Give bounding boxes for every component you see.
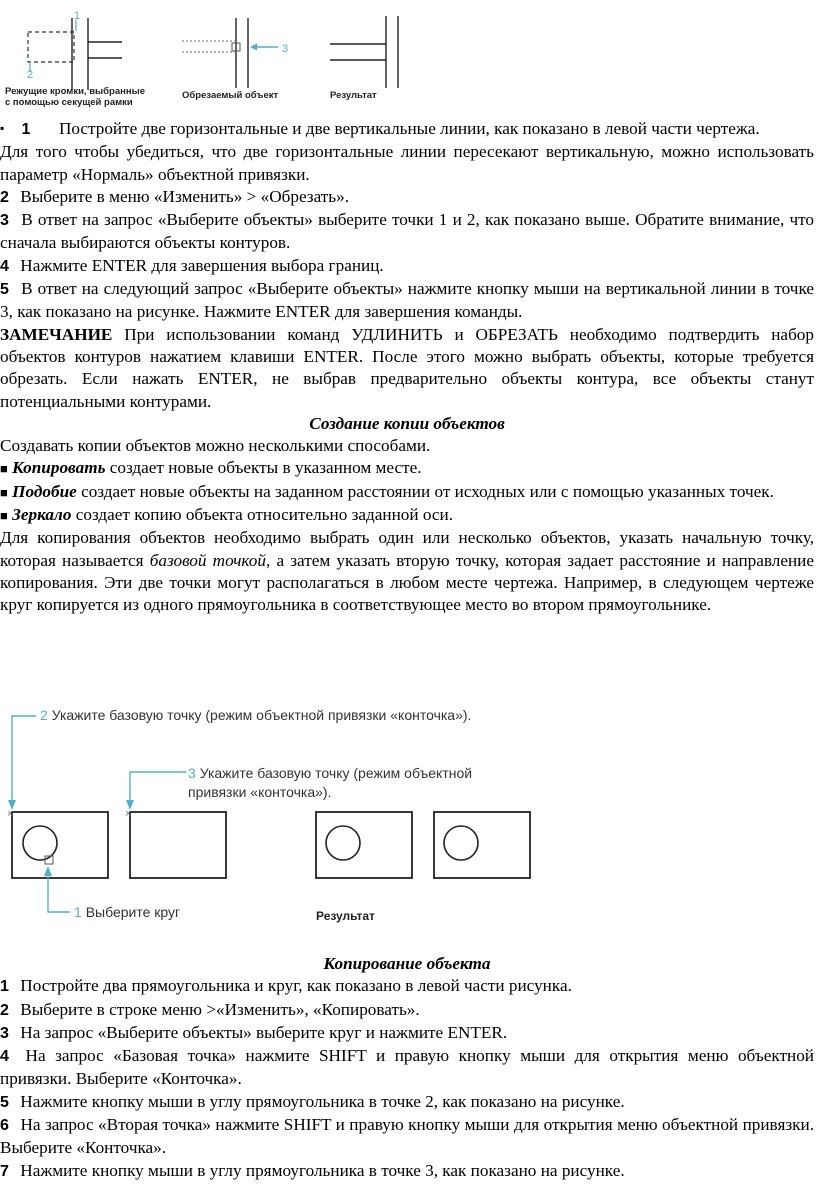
annotation-2 xyxy=(40,707,471,723)
note-paragraph xyxy=(0,324,816,413)
copy-term: Копировать xyxy=(12,458,106,478)
annotation-1-text: Выберите круг xyxy=(85,904,181,920)
result-circle-1 xyxy=(326,826,360,860)
copy-step-2-text: Выберите в строке меню >«Изменить», «Копировать». xyxy=(20,999,420,1019)
step-2-number: 2 xyxy=(0,188,9,206)
step-4-number: 4 xyxy=(0,257,9,275)
annotation-2-number: 2 xyxy=(40,707,48,723)
mirror-term: Зеркало xyxy=(12,505,72,525)
annotation-1 xyxy=(74,904,180,920)
result-label: Результат xyxy=(316,909,375,923)
caption-trimmed-object: Обрезаемый объект xyxy=(182,90,279,101)
step-3-number: 3 xyxy=(0,212,9,230)
trim-figure xyxy=(0,0,420,112)
result-circle-2 xyxy=(444,826,478,860)
trim-instructions xyxy=(0,117,816,617)
step-3-text: В ответ на запрос «Выберите объекты» выберите точки 1 и 2, как показано выше. Обратите внимание, что сначала выбираются объекты контуров. xyxy=(0,210,815,253)
copy-desc: создает новые объекты в указанном месте. xyxy=(109,458,422,478)
source-rectangle xyxy=(12,812,108,878)
cutting-edges-drawing xyxy=(27,10,122,90)
step-2 xyxy=(0,186,816,209)
point-1-label: 1 xyxy=(74,10,81,22)
copy-explanation-b: а затем указать вторую точку, которая задает расстояние и направление копирования. Эти две точки могут располагаться в любом месте чертежа. Например, в следующем чертеже круг копируется из одного прямоугольника в соответствующее место во втором прямоугольнике. xyxy=(0,550,815,615)
copy-step-5-number: 5 xyxy=(0,1093,9,1111)
step-4-text: Нажмите ENTER для завершения выбора границ. xyxy=(20,255,384,275)
step-3 xyxy=(0,209,816,255)
copy-item xyxy=(0,457,816,480)
copy-step-1-number: 1 xyxy=(0,978,9,996)
arrow-1-icon xyxy=(44,866,52,876)
step-4 xyxy=(0,255,816,278)
snap-mark-2-icon: × xyxy=(7,808,14,820)
similar-item xyxy=(0,481,816,504)
note-label: ЗАМЕЧАНИЕ xyxy=(0,324,113,344)
bullet-mirror: ■ xyxy=(0,508,8,524)
leader-3 xyxy=(130,772,186,804)
source-circle xyxy=(23,826,57,860)
mirror-desc: создает копию объекта относительно заданной оси. xyxy=(75,505,454,525)
target-rectangle xyxy=(130,812,226,878)
normal-snap-paragraph: Для того чтобы убедиться, что две горизонтальные линии пересекают вертикальную, можно использовать параметр «Нормаль» объектной привязки. xyxy=(0,142,814,184)
bullet-similar: ■ xyxy=(0,484,8,500)
note-text: При использовании команд УДЛИНИТЬ и ОБРЕЗАТЬ необходимо подтвердить набор объектов контуров нажатием клавиши ENTER. После этого можно выбрать объекты, которые требуется обрезать. Если нажать ENTER, не выбрав предварительно объекты контура, все объекты станут потенциальными контурами. xyxy=(0,324,814,411)
copy-step-4-number: 4 xyxy=(0,1048,9,1066)
point-2-label: 2 xyxy=(27,69,34,81)
trimmed-object-drawing xyxy=(182,18,288,88)
copy-step-3-number: 3 xyxy=(0,1024,9,1042)
copy-step-6 xyxy=(0,1114,816,1160)
mirror-item xyxy=(0,504,816,527)
copy-explanation xyxy=(0,527,816,616)
copy-step-7-number: 7 xyxy=(0,1162,9,1180)
copy-step-3-text: На запрос «Выберите объекты» выберите круг и нажмите ENTER. xyxy=(20,1022,508,1042)
caption-result: Результат xyxy=(330,90,377,101)
copy-explanation-a: Для копирования объектов необходимо выбрать один или несколько объектов, указать начальную точку, которая называется xyxy=(0,528,814,570)
bullet-copy: ■ xyxy=(0,461,8,477)
annotation-3-line2: привязки «конточка»). xyxy=(188,784,332,800)
annotation-3-number: 3 xyxy=(188,765,196,781)
snap-mark-3-icon: × xyxy=(125,808,132,820)
step-1-number: 1 xyxy=(21,121,31,138)
leader-2 xyxy=(12,716,36,804)
result-rectangle-2 xyxy=(434,812,530,878)
copy-object-heading: Копирование объекта xyxy=(323,954,491,973)
copy-step-1-text: Постройте два прямоугольника и круг, как показано в левой части рисунка. xyxy=(20,976,572,996)
copy-step-4 xyxy=(0,1045,816,1091)
annotation-3 xyxy=(188,764,472,802)
similar-desc: создает новые объекты на заданном расстоянии от исходных или с помощью указанных точек. xyxy=(81,481,774,501)
result-rectangle-1 xyxy=(316,812,412,878)
annotation-3-text-1: Укажите базовую точку (режим объектной xyxy=(199,765,473,781)
copy-step-5 xyxy=(0,1091,816,1114)
copy-step-6-text: На запрос «Вторая точка» нажмите SHIFT и правую кнопку мыши для открытия меню объектной привязки. Выберите «Конточка». xyxy=(0,1115,814,1158)
copy-step-5-text: Нажмите кнопку мыши в углу прямоугольника в точке 2, как показано на рисунке. xyxy=(20,1091,625,1111)
bullet-square: ▪ xyxy=(0,121,5,135)
step-5 xyxy=(0,278,816,324)
crossing-window xyxy=(28,32,74,62)
copy-step-7 xyxy=(0,1160,816,1183)
copy-instructions xyxy=(0,953,816,1183)
annotation-1-number: 1 xyxy=(74,904,82,920)
step-2-text: Выберите в меню «Изменить» > «Обрезать». xyxy=(20,186,350,206)
similar-term: Подобие xyxy=(12,481,77,501)
copy-step-3 xyxy=(0,1022,816,1045)
point-3-label: 3 xyxy=(282,43,289,55)
result-drawing xyxy=(330,16,398,88)
copy-step-2-number: 2 xyxy=(0,1001,9,1019)
step-1 xyxy=(0,117,816,141)
step-1-text: Постройте две горизонтальные и две вертикальные линии, как показано в левой части чертежа. xyxy=(58,119,760,138)
annotation-2-text: Укажите базовую точку (режим объектной привязки «конточка»). xyxy=(51,707,472,723)
caption-cutting-edges-line2: с помощью секущей рамки xyxy=(5,97,133,108)
copy-step-1 xyxy=(0,975,816,998)
step-5-text: В ответ на следующий запрос «Выберите объекты» нажмите кнопку мыши на вертикальной линии в точке 3, как показано на рисунке. Нажмите ENTER для завершения команды. xyxy=(0,279,815,322)
caption-cutting-edges xyxy=(5,86,165,108)
copy-section-heading: Создание копии объектов xyxy=(309,413,505,433)
copy-step-2 xyxy=(0,999,816,1022)
copy-intro: Создавать копии объектов можно несколькими способами. xyxy=(0,436,431,456)
caption-cutting-edges-line1: Режущие кромки, выбранные xyxy=(5,86,145,97)
annotation-3-line1 xyxy=(188,764,472,783)
copy-step-6-number: 6 xyxy=(0,1117,9,1135)
copy-step-7-text: Нажмите кнопку мыши в углу прямоугольника в точке 3, как показано на рисунке. xyxy=(20,1160,625,1180)
copy-figure xyxy=(0,700,816,940)
copy-step-4-text: На запрос «Базовая точка» нажмите SHIFT и правую кнопку мыши для открытия меню объектной привязки. Выберите «Конточка». xyxy=(0,1046,814,1089)
arrow-3-icon xyxy=(250,44,257,51)
base-point-term: базовой точкой, xyxy=(149,550,271,570)
pick-mark-1-icon: × xyxy=(70,28,75,37)
step-5-number: 5 xyxy=(0,281,9,299)
